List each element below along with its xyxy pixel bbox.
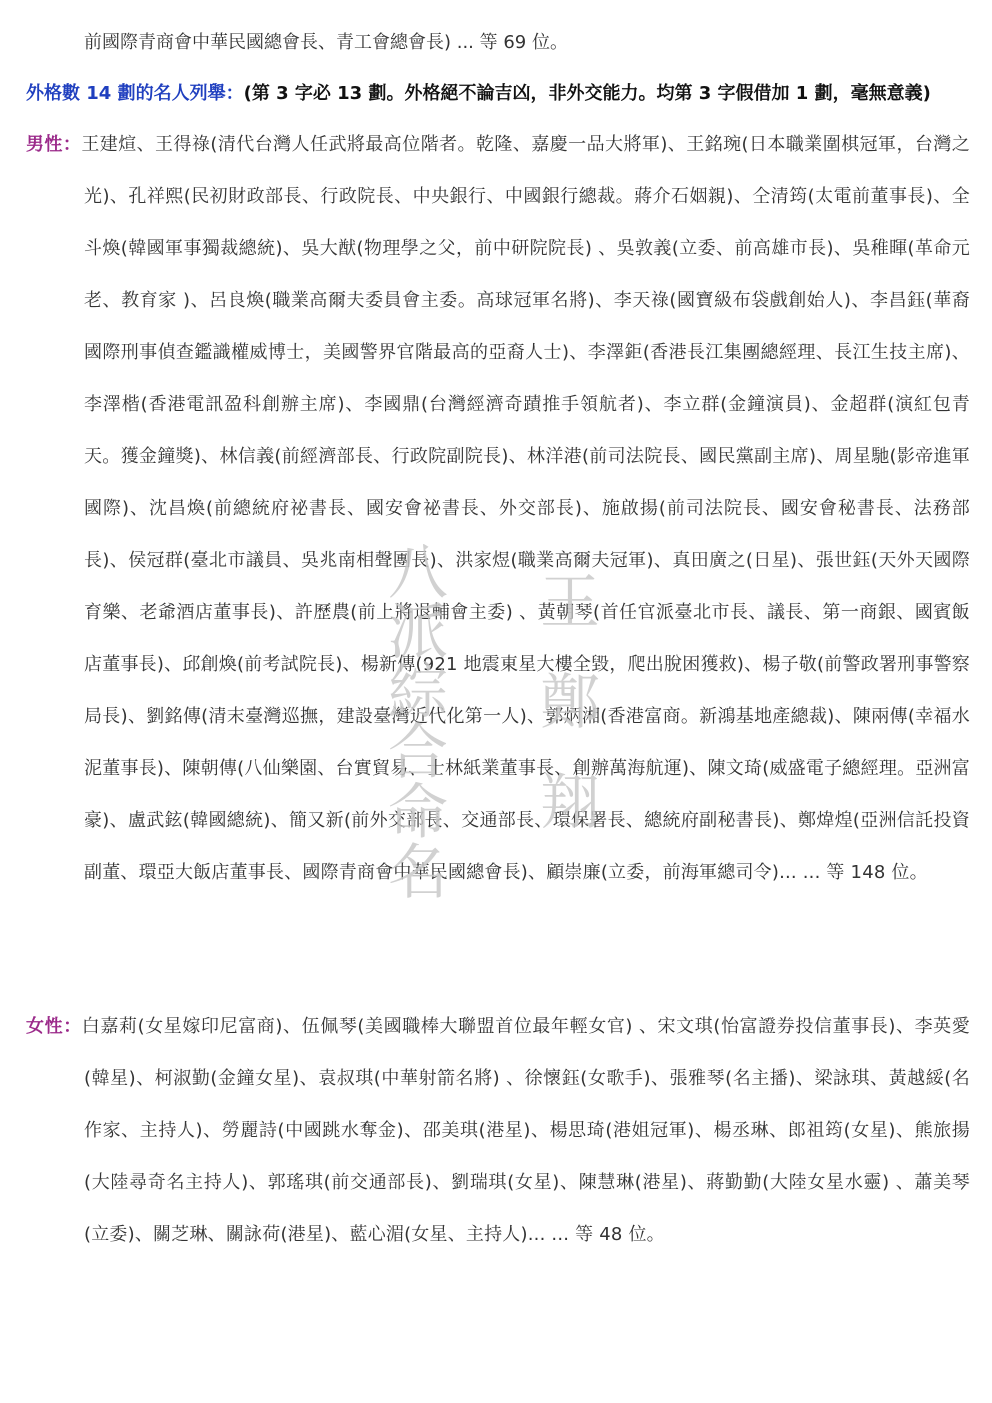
top-line: 前國際青商會中華民國總會長、青工會總會長) ... 等 69 位。 [84, 32, 568, 53]
watermark-text-2: 王鄭翔 [530, 570, 600, 870]
male-paragraph [26, 119, 970, 899]
watermark-text-1: 八派綜合命名 [378, 540, 448, 900]
heading-note: (第 3 字必 13 劃。外格絕不論吉凶，非外交能力。均第 3 字假借加 1 劃，毫無意義) [243, 83, 931, 104]
male-text: 王建煊、王得祿(清代台灣人任武將最高位階者。乾隆、嘉慶一品大將軍)、王銘琬(日本職業圍棋冠軍，台灣之光)、孔祥熙(民初財政部長、行政院長、中央銀行、中國銀行總裁。蔣介石姻親)、仝清筠(太電前董事長)、全斗煥(韓國軍事獨裁總統)、吳大猷(物理學之父，前中研院院長) 、吳敦義(立委、前高雄市長)、吳稚暉(革命元老、教育家 )、呂良煥(職業高爾夫委員會主委。高球冠軍名將)、李天祿(國寶級布袋戲創始人)、李昌鈺(華裔國際刑事偵查鑑識權威博士，美國警界官階最高的亞裔人士)、李澤鉅(香港長江集團總經理、長江生技主席)、李澤楷(香港電訊盈科創辦主席)、李國鼎(台灣經濟奇蹟推手領航者)、李立群(金鐘演員)、金超群(演紅包青天。獲金鐘獎)、林信義(前經濟部長、行政院副院長)、林洋港(前司法院長、國民黨副主席)、周星馳(影帝進軍國際)、沈昌煥(前總統府祕書長、國安會祕書長、外交部長)、施啟揚(前司法院長、國安會秘書長、法務部長)、侯冠群(臺北市議員、吳兆南相聲團長)、洪家煜(職業高爾夫冠軍)、真田廣之(日星)、張世鈺(天外天國際育樂、老爺酒店董事長)、許歷農(前上將退輔會主委) 、黃朝琴(首任官派臺北市長、議長、第一商銀、國賓飯店董事長)、邱創煥(前考試院長)、楊新傳(921 地震東星大樓全毀，爬出脫困獲救)、楊子敬(前警政署刑事警察局長)、劉銘傳(清末臺灣巡撫，建設臺灣近代化第一人)、郭炳湘(香港富商。新鴻基地產總裁)、陳兩傳(幸福水泥董事長)、陳朝傳(八仙樂園、台實貿易、士林紙業董事長、創辦萬海航運)、陳文琦(威盛電子總經理。亞洲富豪)、盧武鉉(韓國總統)、簡又新(前外交部長、交通部長、環保署長、總統府副秘書長)、鄭煒煌(亞洲信託投資副董、環亞大飯店董事長、國際青商會中華民國總會長)、顧崇廉(立委，前海軍總司令)... ... 等 148 位。 [81, 134, 970, 883]
section-heading [26, 78, 982, 110]
heading-label: 外格數 14 劃的名人列舉： [26, 83, 244, 104]
male-label: 男性： [26, 134, 82, 155]
female-label: 女性： [26, 1016, 82, 1037]
female-text: 白嘉莉(女星嫁印尼富商)、伍佩琴(美國職棒大聯盟首位最年輕女官) 、宋文琪(怡富證券投信董事長)、李英愛(韓星)、柯淑勤(金鐘女星)、袁叔琪(中華射箭名將) 、徐懷鈺(女歌手)、張雅琴(名主播)、梁詠琪、黃越綏(名作家、主持人)、勞麗詩(中國跳水奪金)、邵美琪(港星)、楊思琦(港姐冠軍)、楊丞琳、郎祖筠(女星)、熊旅揚(大陸尋奇名主持人)、郭瑤琪(前交通部長)、劉瑞琪(女星)、陳慧琳(港星)、蔣勤勤(大陸女星水靈) 、蕭美琴(立委)、關芝琳、關詠荷(港星)、藍心湄(女星、主持人)... ... 等 48 位。 [81, 1016, 970, 1245]
female-paragraph [26, 1001, 970, 1261]
